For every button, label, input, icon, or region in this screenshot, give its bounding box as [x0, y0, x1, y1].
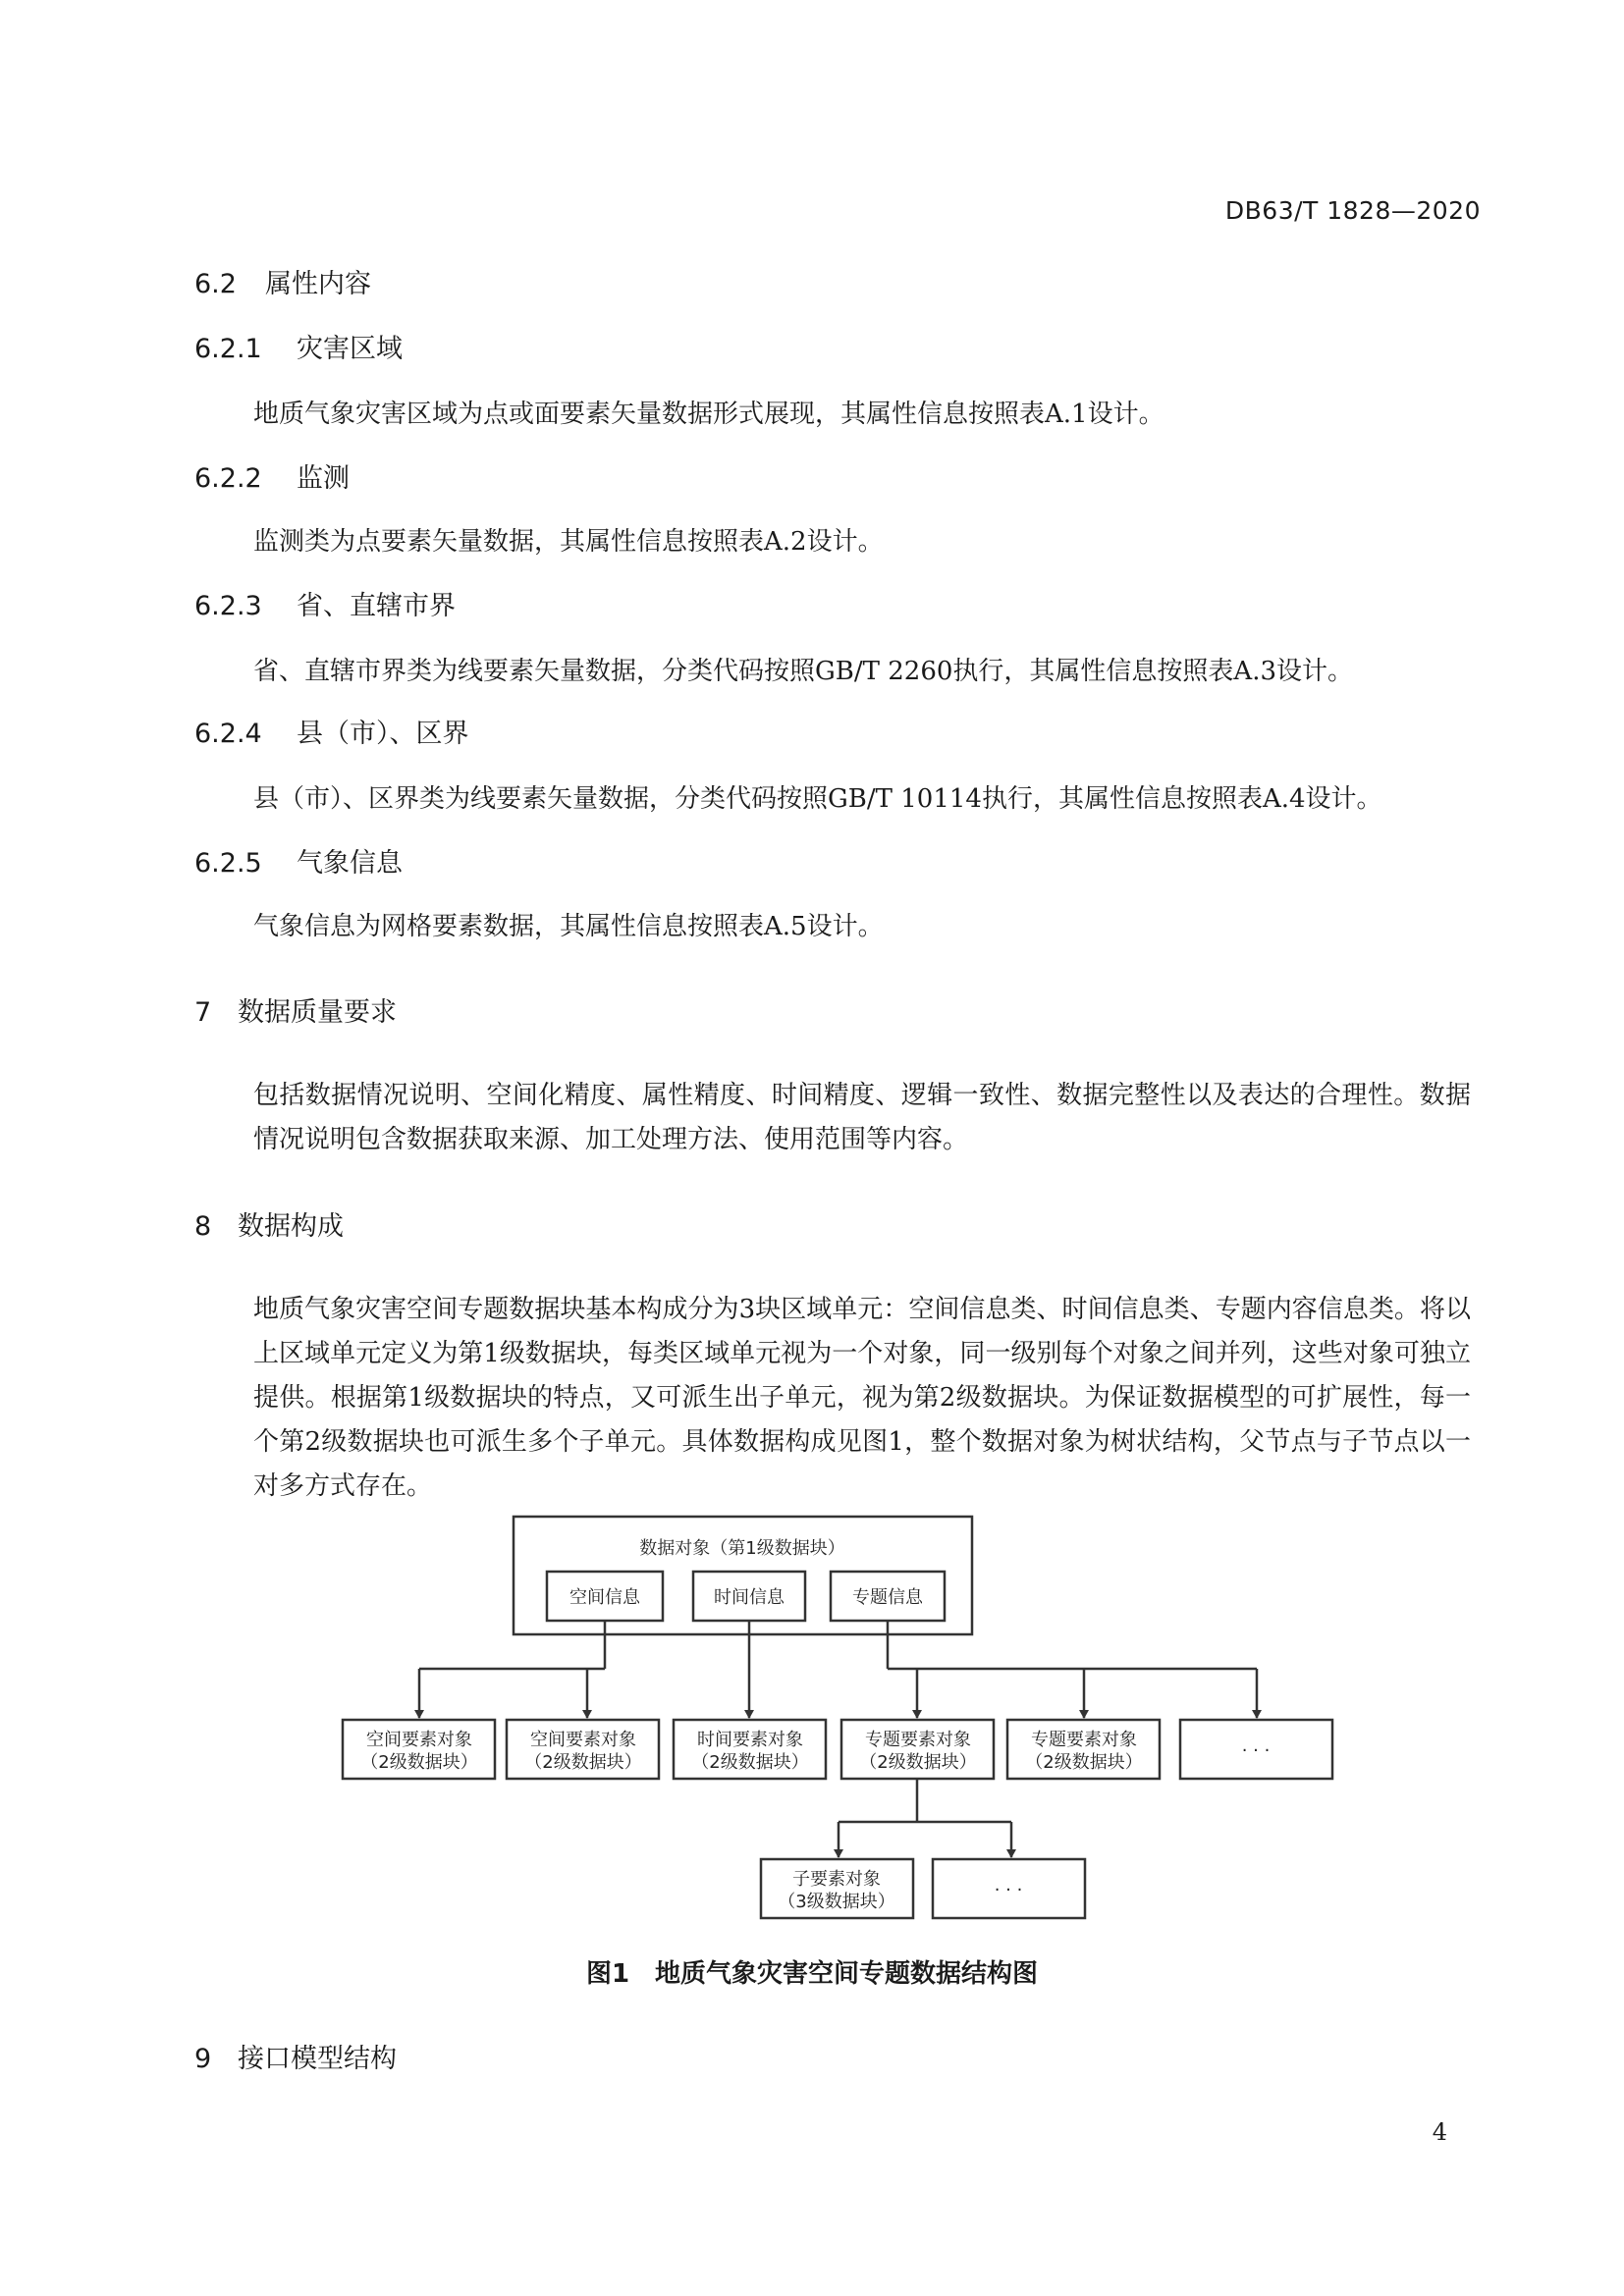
level3-label-line1: 子要素对象 [792, 1869, 881, 1890]
heading-number: 6.2.3 [194, 591, 262, 621]
paragraph-6-2-3: 省、直辖市界类为线要素矢量数据，分类代码按照GB/T 2260执行，其属性信息按照表A.3设计。 [253, 657, 1353, 686]
heading-number: 6.2.4 [194, 719, 262, 749]
root-title: 数据对象（第1级数据块） [639, 1538, 845, 1559]
heading-number: 6.2.2 [194, 463, 262, 494]
heading-number: 6.2.1 [194, 334, 262, 364]
paragraph-text: 包括数据情况说明、空间化精度、属性精度、时间精度、逻辑一致性、数据完整性以及表达的合理性。数据情况说明包含数据获取来源、加工处理方法、使用范围等内容。 [253, 1081, 1471, 1154]
level1-label-time: 时间信息 [714, 1587, 785, 1608]
level2-label-line1: 空间要素对象 [366, 1730, 472, 1750]
level2-label-line2: （2级数据块） [859, 1752, 977, 1773]
heading-title: 属性内容 [265, 269, 371, 299]
root-container-box [514, 1517, 972, 1634]
paragraph-6-2-4: 县（市）、区界类为线要素矢量数据，分类代码按照GB/T 10114执行，其属性信息按照表A.4设计。 [253, 784, 1382, 814]
heading-title: 监测 [297, 463, 350, 494]
paragraph-6-2-5: 气象信息为网格要素数据，其属性信息按照表A.5设计。 [253, 912, 884, 941]
heading-title: 气象信息 [297, 848, 403, 879]
heading-number: 6.2.5 [194, 848, 262, 879]
heading-9 [194, 2042, 397, 2077]
level2-label-line2: （2级数据块） [524, 1752, 642, 1773]
level2-label-line2: （2级数据块） [1025, 1752, 1143, 1773]
level1-label-spatial: 空间信息 [569, 1587, 640, 1608]
level2-label-line1: 空间要素对象 [530, 1730, 636, 1750]
page-number: 4 [1432, 2118, 1447, 2146]
heading-title: 数据质量要求 [238, 997, 397, 1028]
level3-more-label: · · · [994, 1880, 1023, 1900]
paragraph-6-2-2: 监测类为点要素矢量数据，其属性信息按照表A.2设计。 [253, 527, 884, 557]
heading-title: 县（市）、区界 [297, 719, 469, 749]
level2-more-label: · · · [1241, 1740, 1271, 1761]
heading-title: 省、直辖市界 [297, 591, 456, 621]
heading-title: 灾害区域 [297, 334, 403, 364]
paragraph-6-2-1: 地质气象灾害区域为点或面要素矢量数据形式展现，其属性信息按照表A.1设计。 [253, 400, 1164, 429]
figure-caption: 图1 地质气象灾害空间专题数据结构图 [585, 1959, 1039, 1989]
level1-label-topic: 专题信息 [852, 1587, 923, 1608]
level2-label-line2: （2级数据块） [360, 1752, 478, 1773]
heading-number: 8 [194, 1211, 212, 1242]
heading-title: 数据构成 [238, 1211, 344, 1242]
paragraph-text: 地质气象灾害空间专题数据块基本构成分为3块区域单元：空间信息类、时间信息类、专题内容信息类。将以上区域单元定义为第1级数据块，每类区域单元视为一个对象，同一级别每个对象之间并列，这些对象可独立提供。根据第1级数据块的特点，又可派生出子单元，视为第2级数据块。为保证数据模型的可扩展性，每一个第2级数据块也可派生多个子单元。具体数据构成见图1，整个数据对象为树状结构，父节点与子节点以一对多方式存在。 [253, 1295, 1471, 1501]
heading-number: 7 [194, 997, 212, 1028]
standard-code: DB63/T 1828—2020 [1224, 196, 1481, 225]
heading-title: 接口模型结构 [238, 2044, 397, 2074]
heading-number: 6.2 [194, 269, 237, 299]
level2-label-line1: 时间要素对象 [697, 1730, 803, 1750]
level3-label-line2: （3级数据块） [778, 1892, 895, 1912]
heading-number: 9 [194, 2044, 212, 2074]
level2-label-line1: 专题要素对象 [1031, 1730, 1137, 1750]
level2-label-line1: 专题要素对象 [865, 1730, 971, 1750]
level2-label-line2: （2级数据块） [691, 1752, 809, 1773]
